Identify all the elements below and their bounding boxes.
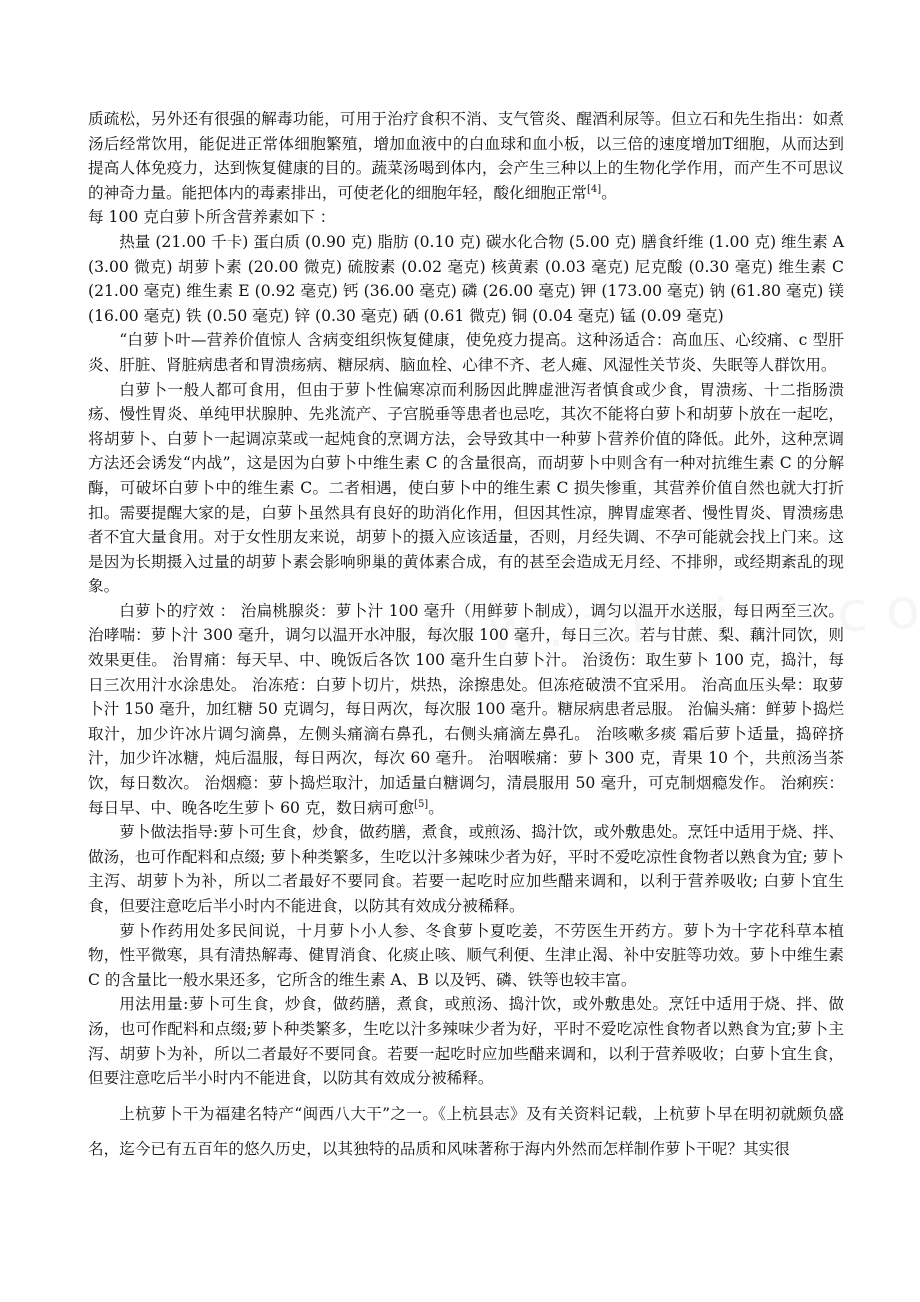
citation-ref: [4]: [587, 183, 602, 195]
paragraph-shanghang-radish: 上杭萝卜干为福建名特产“闽西八大干”之一。《上杭县志》及有关资料记载，上杭萝卜早在明初就颇负盛名，迄今已有五百年的悠久历史，以其独特的品质和风味著称于海内外然而怎样制作萝卜干呢？其实很: [88, 1104, 844, 1158]
paragraph-leaf-soup: “白萝卜叶—营养价值惊人 含病变组织恢复健康，使免疫力提高。这种汤适合：高血压、心绞痛、c 型肝炎、肝脏、肾脏病患者和胃溃疡病、糖尿病、脑血栓、心律不齐、老人瘫、风湿性关节炎、失眠等人群饮用。: [88, 331, 844, 374]
paragraph-cautions: 白萝卜一般人都可食用，但由于萝卜性偏寒凉而利肠因此脾虚泄泻者慎食或少食，胃溃疡、十二指肠溃疡、慢性胃炎、单纯甲状腺肿、先兆流产、子宫脱垂等患者也忌吃，其次不能将白萝卜和胡萝卜放在一起吃，将胡萝卜、白萝卜一起调凉菜或一起炖食的烹调方法，会导致其中一种萝卜营养价值的降低。此外，这种烹调方法还会诱发“内战”，这是因为白萝卜中维生素 C 的含量很高，而胡萝卜中则含有一种对抗维生素 C 的分解酶，可破坏白萝卜中的维生素 C。二者相遇，使白萝卜中的维生素 C 损失惨重，其营养价值自然也就大打折扣。需要提醒大家的是，白萝卜虽然具有良好的助消化作用，但因其性凉，脾胃虚寒者、慢性胃炎、胃溃疡患者不宜大量食用。对于女性朋友来说，胡萝卜的摄入应该适量，否则，月经失调、不孕可能就会找上门来。这是因为长期摄入过量的胡萝卜素会影响卵巢的黄体素合成，有的甚至会造成无月经、不排卵，或经期紊乱的现象。: [88, 380, 844, 596]
paragraph-cooking-guide: 萝卜做法指导:萝卜可生食，炒食，做药膳，煮食，或煎汤、捣汁饮，或外敷患处。烹饪中适用于烧、拌、做汤，也可作配料和点缀; 萝卜种类繁多，生吃以汁多辣味少者为好，平时不爱吃凉性食物者以熟食为宜; 萝卜主泻、胡萝卜为补，所以二者最好不要同食。若要一起吃时应加些醋来调和，以利于营养吸收; 白萝卜宜生食，但要注意吃后半小时内不能进食，以防其有效成分被稀释。: [88, 823, 844, 915]
paragraph-remedies: 白萝卜的疗效 ： 治扁桃腺炎：萝卜汁 100 毫升（用鲜萝卜制成），调匀以温开水送服，每日两至三次。 治哮喘：萝卜汁 300 毫升，调匀以温开水冲服，每次服 100 毫升，每日三次。若与甘蔗、梨、藕汁同饮，则效果更佳。 治胃痛：每天早、中、晚饭后各饮 100 毫升生白萝卜汁。 治烫伤：取生萝卜 100 克，捣汁，每日三次用汁水涂患处。 治冻疮：白萝卜切片，烘热，涂擦患处。但冻疮破溃不宜采用。 治高血压头晕：取萝卜汁 150 毫升，加红糖 50 克调匀，每日两次，每次服 100 毫升。糖尿病患者忌服。 治偏头痛：鲜萝卜捣烂取汁，加少许冰片调匀滴鼻，左侧头痛滴右鼻孔，右侧头痛滴左鼻孔。 治咳嗽多痰 霜后萝卜适量，捣碎挤汁，加少许冰糖，炖后温服，每日两次，每次 60 毫升。 治咽喉痛：萝卜 300 克，青果 10 个，共煎汤当茶饮，每日数次。 治烟瘾：萝卜捣烂取汁，加适量白糖调匀，清晨服用 50 毫升，可克制烟瘾发作。 治痢疾：每日早、中、晚各吃生萝卜 60 克，数日病可愈[5]。: [88, 601, 844, 817]
paragraph-medicinal-use: 萝卜作药用处多民间说，十月萝卜小人参、冬食萝卜夏吃姜，不劳医生开药方。萝卜为十字花科草本植物，性平微寒，具有清热解毒、健胃消食、化痰止咳、顺气利便、生津止渴、补中安脏等功效。萝卜中维生素 C 的含量比一般水果还多，它所含的维生素 A、B 以及钙、磷、铁等也较丰富。: [88, 921, 844, 989]
nutrient-list: 热量 (21.00 千卡) 蛋白质 (0.90 克) 脂肪 (0.10 克) 碳水化合物 (5.00 克) 膳食纤维 (1.00 克) 维生素 A (3.00 微克) 胡萝卜素 (20.00 微克) 硫胺素 (0.02 毫克) 核黄素 (0.03 毫克) 尼克酸 (0.30 毫克) 维生素 C (21.00 毫克) 维生素 E (0.92 毫克) 钙 (36.00 毫克) 磷 (26.00 毫克) 钾 (173.00 毫克) 钠 (61.80 毫克) 镁 (16.00 毫克) 铁 (0.50 毫克) 锌 (0.30 毫克) 硒 (0.61 微克) 铜 (0.04 毫克) 锰 (0.09 毫克): [88, 232, 844, 325]
citation-ref: [5]: [414, 798, 429, 810]
nutrient-heading: 每 100 克白萝卜所含营养素如下 ：: [88, 208, 336, 227]
document-body: [88, 107, 844, 1167]
paragraph-detox: 质疏松，另外还有很强的解毒功能，可用于治疗食积不消、支气管炎、醒酒利尿等。但立石和先生指出：如煮汤后经常饮用，能促进正常体细胞繁殖，增加血液中的白血球和血小板，以三倍的速度增加T细胞，从而达到提高人体免疫力，达到恢复健康的目的。蔬菜汤喝到体内，会产生三种以上的生物化学作用，而产生不可思议的神奇力量。能把体内的毒素排出，可使老化的细胞年轻，酸化细胞正常[4]。: [88, 110, 844, 202]
paragraph-usage-dosage: 用法用量:萝卜可生食，炒食，做药膳，煮食，或煎汤、捣汁饮，或外敷患处。烹饪中适用于烧、拌、做汤，也可作配料和点缀;萝卜种类繁多，生吃以汁多辣味少者为好，平时不爱吃凉性食物者以熟食为宜;萝卜主泻、胡萝卜为补，所以二者最好不要同食。若要一起吃时应加些醋来调和，以利于营养吸收；白萝卜宜生食，但要注意吃后半小时内不能进食，以防其有效成分被稀释。: [88, 995, 844, 1088]
